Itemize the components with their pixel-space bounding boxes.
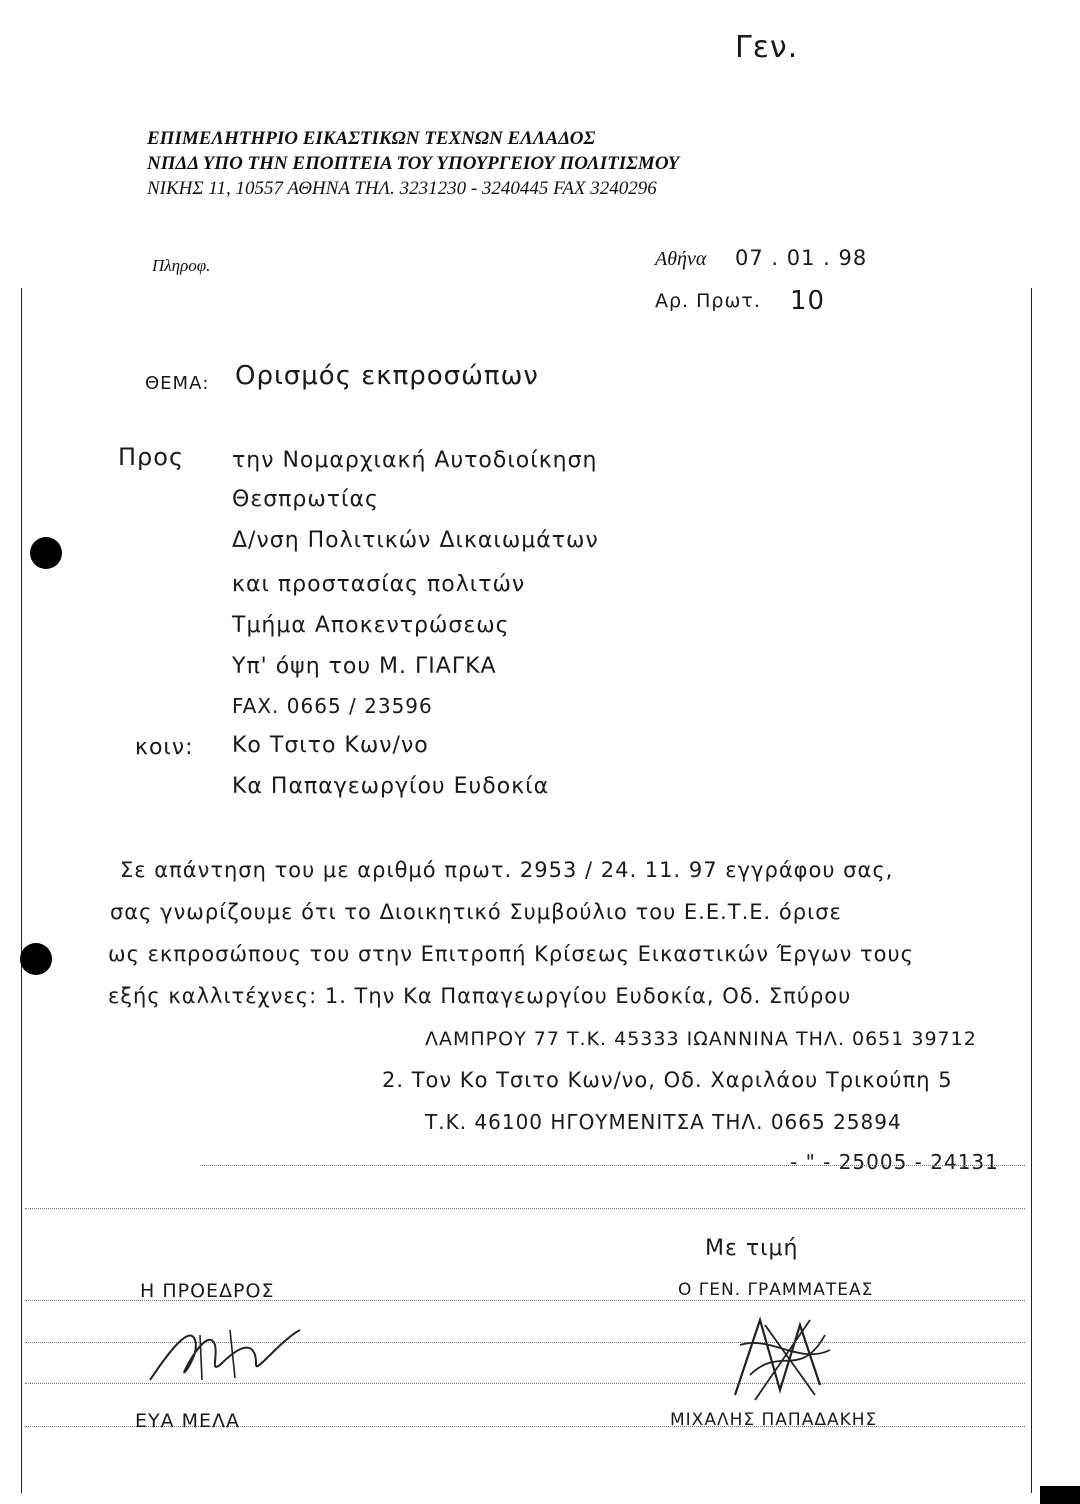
recipient-line: Τμήμα Αποκεντρώσεως [232,613,510,638]
closing: Με τιμή [705,1236,799,1261]
info-label: Πληροφ. [152,256,211,275]
right-signature-mark [720,1305,840,1405]
right-margin-line [1031,288,1032,1493]
left-signature-name: ΕΥΑ ΜΕΛΑ [135,1410,241,1432]
recipient-line: Υπ' όψη του Μ. ΓΙΑΓΚΑ [232,654,497,679]
cc-line: Κα Παπαγεωργίου Ευδοκία [232,774,550,799]
recipient-line: και προστασίας πολιτών [232,572,526,597]
date-value: 07 . 01 . 98 [735,246,868,270]
letterhead-line-1: ΕΠΙΜΕΛΗΤΗΡΙΟ ΕΙΚΑΣΤΙΚΩΝ ΤΕΧΝΩΝ ΕΛΛΑΔΟΣ [147,128,596,149]
letterhead-line-2: ΝΠΔΔ ΥΠΟ ΤΗΝ ΕΠΟΠΤΕΙΑ ΤΟΥ ΥΠΟΥΡΓΕΙΟΥ ΠΟΛΙΤΙΣΜΟΥ [147,153,680,174]
body-line: ΛΑΜΠΡΟΥ 77 Τ.Κ. 45333 ΙΩΑΝΝΙΝΑ ΤΗΛ. 0651 39712 [425,1028,977,1050]
cc-line: Κο Τσιτο Κων/νο [232,733,429,758]
date-label: Αθήνα [655,248,707,270]
punch-hole-top [30,537,62,569]
recipient-line: Δ/νση Πολιτικών Δικαιωμάτων [232,528,599,553]
body-line: Σε απάντηση του με αριθμό πρωτ. 2953 / 24. 11. 97 εγγράφου σας, [120,858,894,882]
right-signature-title: Ο ΓΕΝ. ΓΡΑΜΜΑΤΕΑΣ [678,1280,874,1300]
recipient-line: Θεσπρωτίας [232,487,379,512]
body-line: 2. Τον Κο Τσιτο Κων/νο, Οδ. Χαριλάου Τρικούπη 5 [382,1068,953,1092]
letterhead-line-3: ΝΙΚΗΣ 11, 10557 ΑΘΗΝΑ ΤΗΛ. 3231230 - 3240445 FAX 3240296 [147,178,657,199]
scan-edge-mark [1040,1486,1080,1504]
subject-label: ΘΕΜΑ: [145,373,210,394]
punch-hole-bottom [20,943,52,975]
left-margin-line [21,288,22,1493]
left-signature-title: Η ΠΡΟΕΔΡΟΣ [140,1280,275,1302]
cc-label: κοιν: [135,735,194,760]
left-signature-mark [140,1310,310,1390]
dotted-guide [25,1208,1025,1209]
protocol-label: Αρ. Πρωτ. [655,290,761,312]
recipient-line: την Νομαρχιακή Αυτοδιοίκηση [232,448,598,473]
recipient-label: Προς [118,443,185,471]
recipient-line: FAX. 0665 / 23596 [232,694,433,718]
corner-note: Γεν. [735,30,799,65]
body-line: σας γνωρίζουμε ότι το Διοικητικό Συμβούλιο του Ε.Ε.Τ.Ε. όρισε [110,900,842,924]
body-line: εξής καλλιτέχνες: 1. Την Κα Παπαγεωργίου Ευδοκία, Οδ. Σπύρου [108,984,852,1008]
body-line: - " - 25005 - 24131 [790,1150,999,1174]
protocol-value: 10 [790,286,826,316]
dotted-guide [200,1165,1025,1166]
right-signature-name: ΜΙΧΑΛΗΣ ΠΑΠΑΔΑΚΗΣ [670,1410,878,1430]
body-line: Τ.Κ. 46100 ΗΓΟΥΜΕΝΙΤΣΑ ΤΗΛ. 0665 25894 [425,1110,902,1134]
body-line: ως εκπροσώπους του στην Επιτροπή Κρίσεως Εικαστικών Έργων τους [108,942,914,966]
subject-text: Ορισμός εκπροσώπων [235,361,539,391]
